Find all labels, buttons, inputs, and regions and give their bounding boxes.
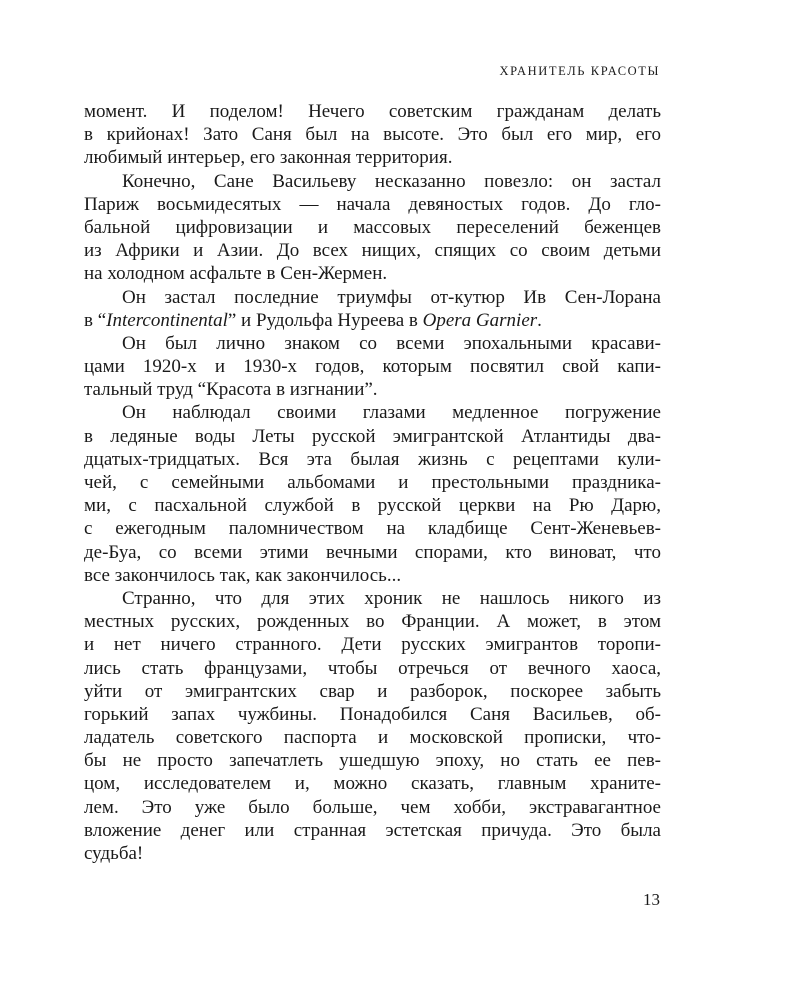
text-line: де-Буа, со всеми этими вечными спорами, кто виноват, что (84, 541, 661, 563)
text-segment: ” и Рудольфа Нуреева в (227, 309, 423, 331)
text-line-mixed (84, 309, 661, 332)
text-line: чей, с семейными альбомами и престольными праздника- (84, 472, 661, 493)
text-line: Конечно, Сане Васильеву несказанно повезло: он застал (122, 170, 661, 192)
text-line: Странно, что для этих хроник не нашлось никого из (122, 587, 661, 609)
text-line: в крийонах! Зато Саня был на высоте. Это был его мир, его (84, 124, 661, 146)
text-line: с ежегодным паломничеством на кладбище Сент-Женевьев- (84, 518, 661, 540)
text-line: вложение денег или странная эстетская причуда. Это была (84, 819, 661, 841)
text-line: из Африки и Азии. До всех нищих, спящих со своим детьми (84, 240, 661, 262)
body-text (84, 100, 661, 865)
text-line: на холодном асфальте в Сен-Жермен. (84, 263, 388, 285)
text-line: ми, с пасхальной службой в русской церкви на Рю Дарю, (84, 495, 661, 517)
text-line: горький запах чужбины. Понадобился Саня Васильев, об- (84, 703, 661, 725)
text-line: цом, исследователем и, можно сказать, главным храните- (84, 773, 661, 795)
italic-title: Intercontinental (106, 309, 228, 331)
italic-title: Opera Garnier (422, 309, 538, 331)
text-line: лись стать французами, чтобы отречься от вечного хаоса, (84, 657, 661, 679)
text-line: момент. И поделом! Нечего советским гражданам делать (84, 101, 661, 122)
text-segment: . (537, 309, 542, 331)
text-line: Он наблюдал своими глазами медленное погружение (122, 402, 661, 424)
text-line: уйти от эмигрантских свар и разборок, поскорее забыть (84, 680, 661, 702)
text-line: в ледяные воды Леты русской эмигрантской Атлантиды два- (84, 425, 661, 447)
text-line: любимый интерьер, его законная территория. (84, 147, 453, 169)
text-line: и нет ничего странного. Дети русских эмигрантов торопи- (84, 634, 661, 656)
running-header: ХРАНИТЕЛЬ КРАСОТЫ (499, 64, 660, 78)
text-line: бы не просто запечатлеть ушедшую эпоху, но стать ее пев- (84, 750, 661, 772)
text-line: цами 1920-х и 1930-х годов, которым посвятил свой капи- (84, 356, 661, 378)
text-line: судьба! (84, 843, 144, 864)
text-line: Париж восьмидесятых — начала девяностых годов. До гло- (84, 193, 661, 215)
text-line: дцатых-тридцатых. Вся эта былая жизнь с рецептами кули- (84, 448, 661, 470)
text-line: ладатель советского паспорта и московской прописки, что- (84, 727, 661, 749)
text-line: тальный труд “Красота в изгнании”. (84, 379, 378, 401)
text-line: местных русских, рожденных во Франции. А может, в этом (84, 611, 661, 633)
text-line: Он был лично знаком со всеми эпохальными красави- (122, 332, 661, 354)
text-line: все закончилось так, как закончилось... (84, 564, 402, 586)
text-line: бальной цифровизации и массовых переселений беженцев (84, 216, 661, 238)
text-line: лем. Это уже было больше, чем хобби, экстравагантное (84, 796, 661, 818)
page-number: 13 (643, 890, 660, 909)
text-segment: в “ (84, 309, 107, 331)
text-line: Он застал последние триумфы от-кутюр Ив Сен-Лорана (122, 286, 661, 308)
